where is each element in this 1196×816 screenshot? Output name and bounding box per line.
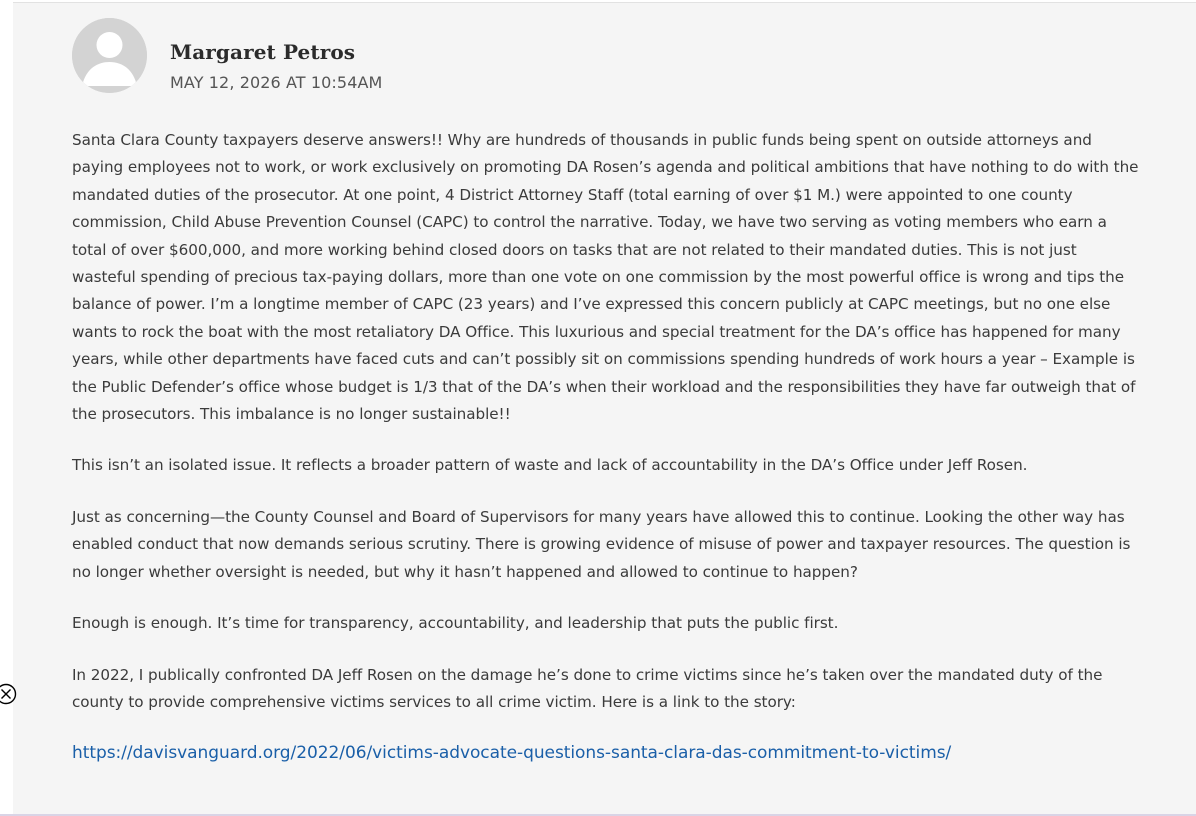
circle-x-icon: [0, 683, 17, 705]
avatar: [72, 18, 147, 93]
comment-body: [72, 127, 1142, 792]
comment-paragraph: In 2022, I publically confronted DA Jeff Rosen on the damage he’s done to crime victims since he’s taken over the mandated duty of the county to provide comprehensive victims services to all crime victim. Here is a link to the story:: [72, 665, 1103, 711]
comment-card: [13, 2, 1196, 814]
default-user-avatar-icon: [72, 18, 147, 93]
comment-link-paragraph: [72, 740, 1142, 767]
comment-paragraph: Just as concerning—the County Counsel and Board of Supervisors for many years have allowed this to continue. Looking the other way has enabled conduct that now demands serious scrutiny. There is growing evidence of misuse of power and taxpayer resources. The question is no longer whether oversight is needed, but why it hasn’t happened and allowed to continue to happen?: [72, 507, 1131, 581]
comment-paragraph: This isn’t an isolated issue. It reflects a broader pattern of waste and lack of accountability in the DA’s Office under Jeff Rosen.: [72, 456, 1028, 475]
comment-paragraph: Enough is enough. It’s time for transparency, accountability, and leadership that puts the public first.: [72, 614, 839, 633]
comment-timestamp: MAY 12, 2026 AT 10:54AM: [170, 73, 383, 92]
comment-paragraph: Santa Clara County taxpayers deserve answers!! Why are hundreds of thousands in public funds being spent on outside attorneys and paying employees not to work, or work exclusively on promoting DA Rosen’s agenda and political ambitions that have nothing to do with the mandated duties of the prosecutor. At one point, 4 District Attorney Staff (total earning of over $1 M.) were appointed to one county commission, Child Abuse Prevention Counsel (CAPC) to control the narrative. Today, we have two serving as voting members who earn a total of over $600,000, and more working behind closed doors on tasks that are not related to their mandated duties. This is not just wasteful spending of precious tax-paying dollars, more than one vote on one commission by the most powerful office is wrong and tips the balance of power. I’m a longtime member of CAPC (23 years) and I’ve expressed this concern publicly at CAPC meetings, but no one else wants to rock the boat with the most retaliatory DA Office. This luxurious and special treatment for the DA’s office has happened for many years, while other departments have faced cuts and can’t possibly sit on commissions spending hundreds of work hours a year – Example is the Public Defender’s office whose budget is 1/3 that of the DA’s when their workload and the responsibilities they have far outweigh that of the prosecutors. This imbalance is no longer sustainable!!: [72, 131, 1139, 424]
close-button[interactable]: [0, 683, 17, 705]
comment-author: Margaret Petros: [170, 40, 356, 64]
story-link[interactable]: https://davisvanguard.org/2022/06/victims-advocate-questions-santa-clara-das-commitment-to-victims/: [72, 743, 952, 764]
